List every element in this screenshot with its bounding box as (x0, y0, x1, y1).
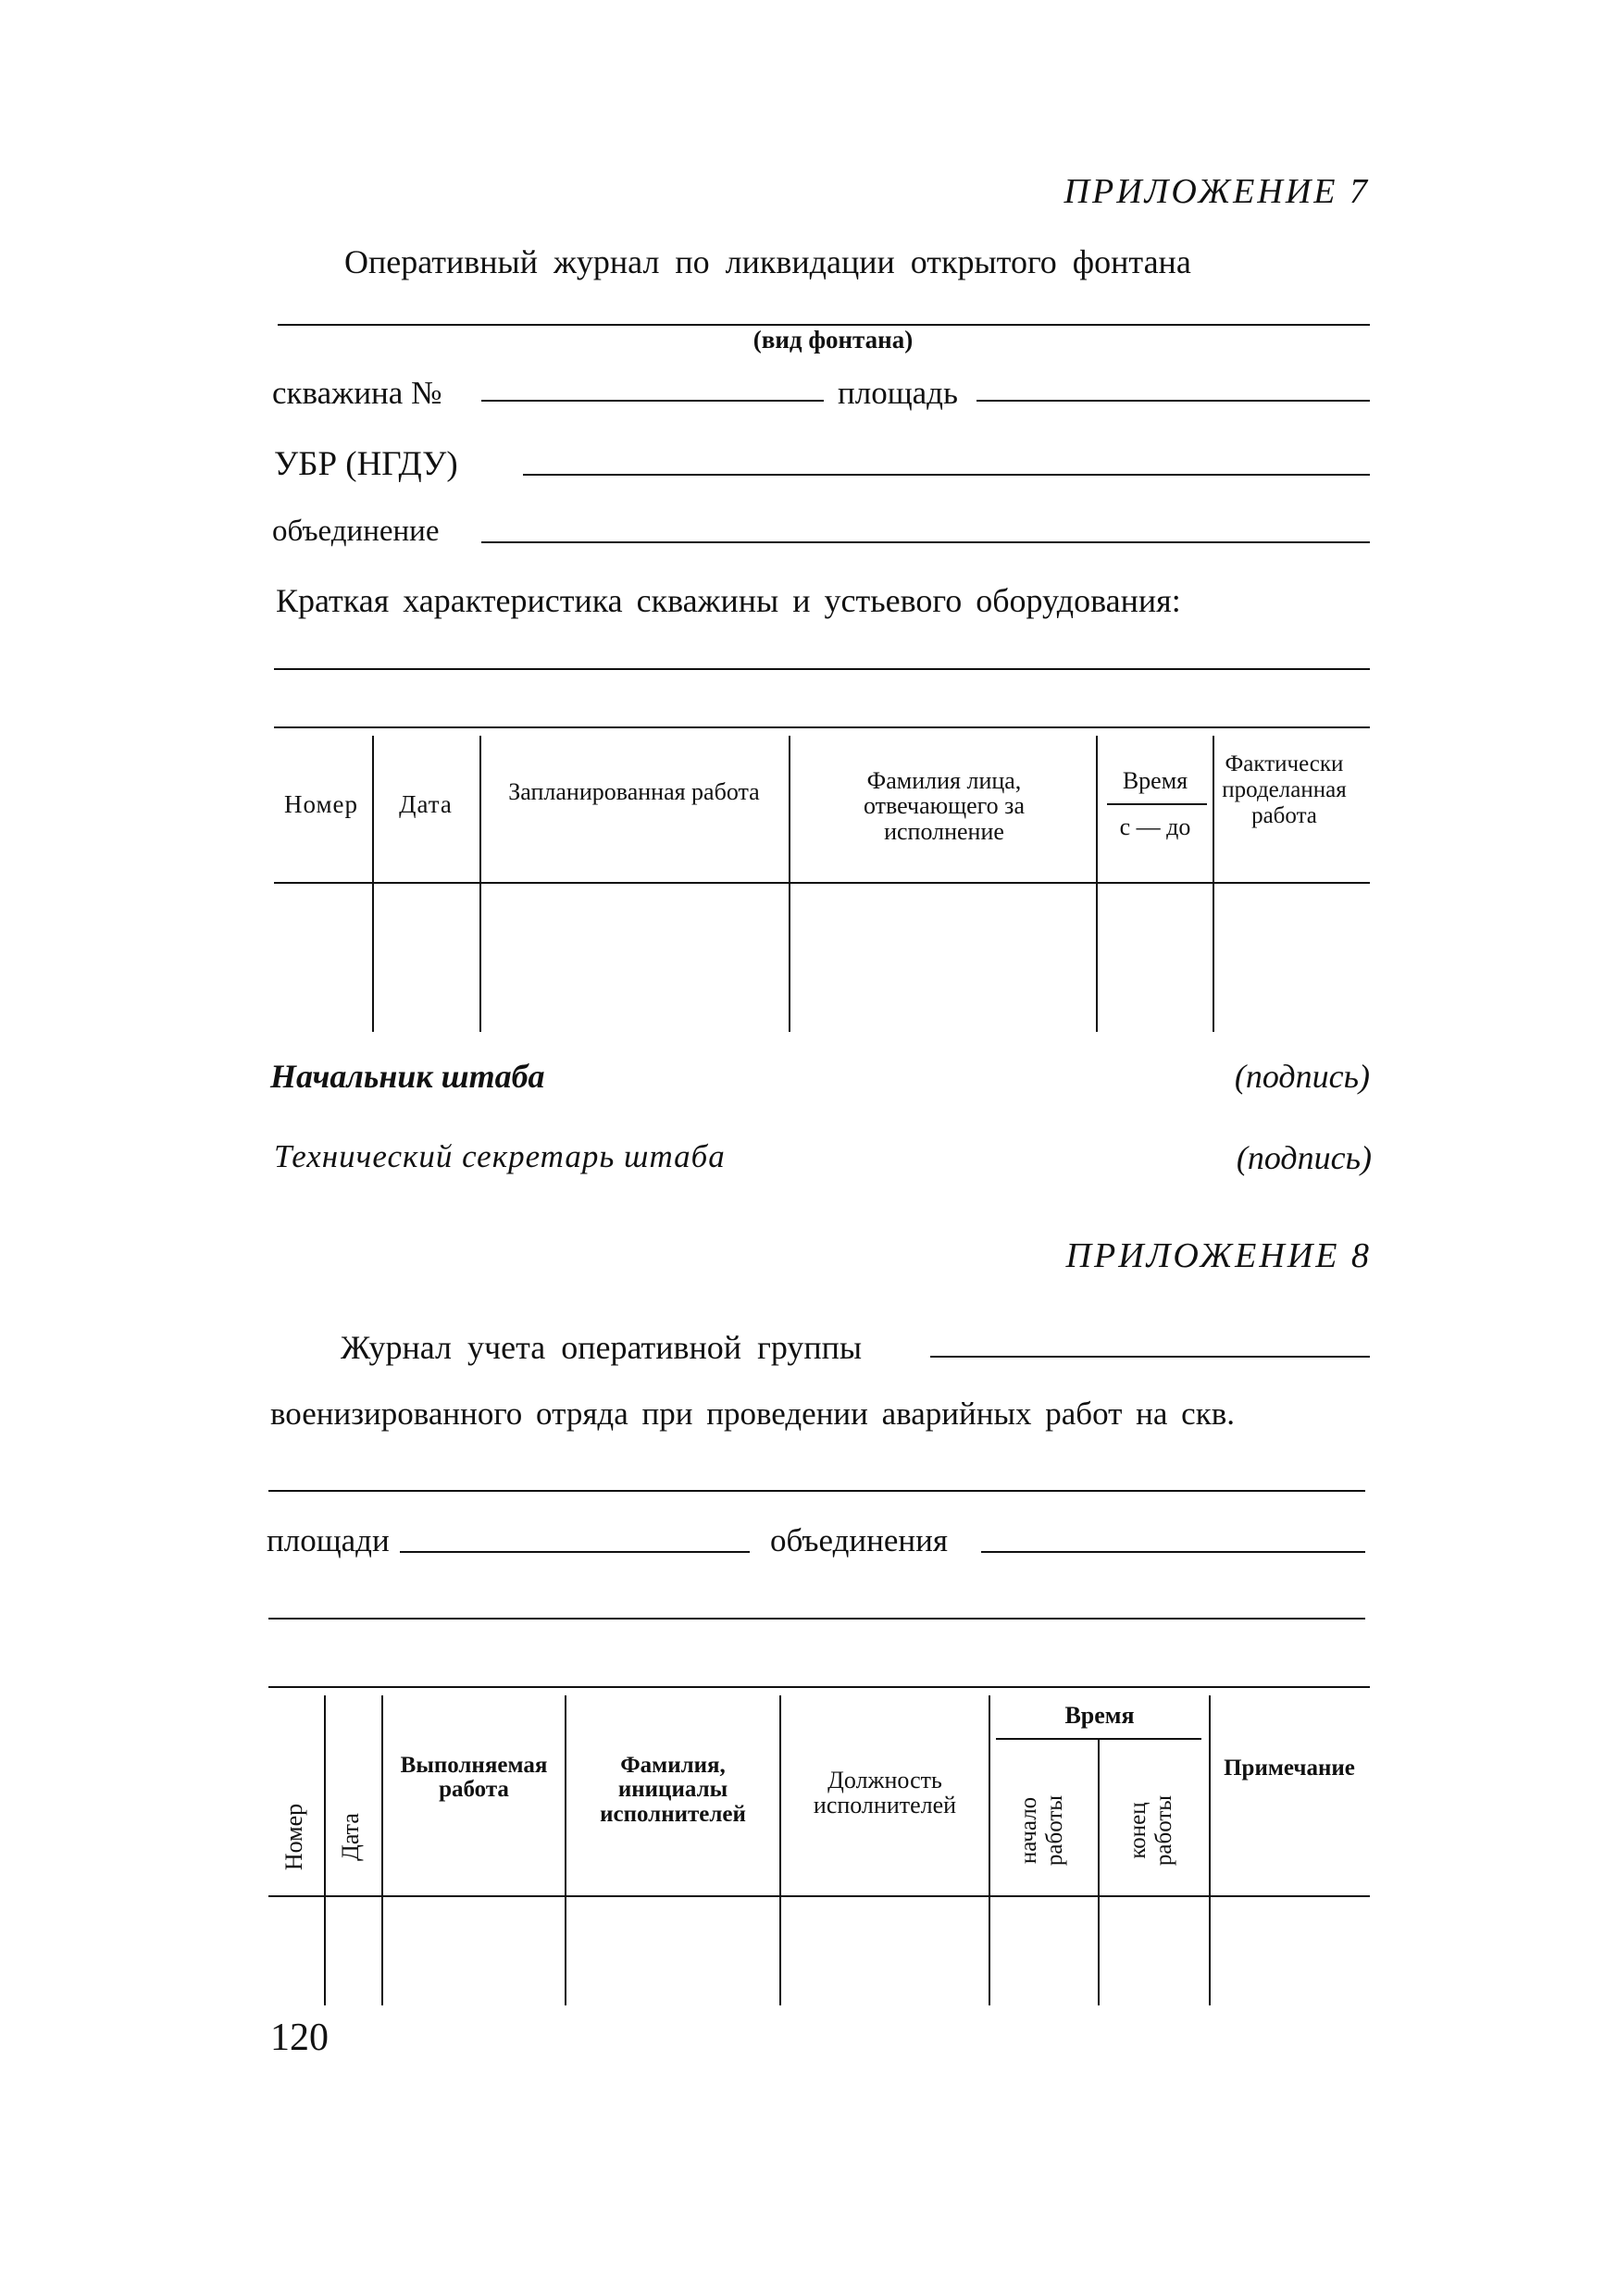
table2-col-position: Должность исполнителей (813, 1767, 957, 1819)
ubr-label: УБР (НГДУ) (274, 445, 458, 483)
table1-divider-5 (1213, 736, 1214, 1032)
appendix-8-heading: ПРИЛОЖЕНИЕ 8 (1065, 1236, 1372, 1275)
brief-line-1 (274, 668, 1370, 670)
table2-divider-7 (1209, 1695, 1211, 2005)
table2-col-time: Время (1064, 1702, 1135, 1729)
table2-header-bottom (268, 1895, 1370, 1897)
fountain-type-caption: (вид фонтана) (753, 326, 914, 354)
chief-signature-placeholder: (подпись) (1234, 1058, 1370, 1095)
table1-col-responsible: Фамилия лица, отвечающего за исполнение (864, 767, 1025, 845)
table1-header-bottom (274, 882, 1370, 884)
secretary-signature-placeholder: (подпись) (1236, 1139, 1372, 1176)
appendix-7-heading: ПРИЛОЖЕНИЕ 7 (1063, 172, 1370, 211)
table1-divider-2 (479, 736, 481, 1032)
table2-divider-3 (565, 1695, 566, 2005)
associations-label: объединения (770, 1522, 948, 1558)
table1-col-number: Номер (283, 790, 359, 818)
well-info-line (268, 1490, 1365, 1492)
well-number-line (481, 400, 824, 402)
brief-line-2 (274, 726, 1370, 728)
table2-col-date: Дата (337, 1813, 364, 1861)
table2-col-number: Номер (280, 1803, 307, 1871)
table1-col-date: Дата (399, 790, 453, 818)
table1-col-time-sub: с — до (1119, 813, 1191, 840)
page-number: 120 (270, 2017, 329, 2059)
table2-col-end: конец работы (1126, 1794, 1176, 1867)
well-label: скважина № (272, 375, 442, 411)
ubr-line (523, 474, 1370, 476)
table2-divider-6 (1098, 1740, 1100, 2005)
table2-col-start: начало работы (1016, 1794, 1067, 1867)
association-label: объединение (272, 515, 440, 548)
table2-time-divider (996, 1738, 1201, 1740)
blank-line-1 (268, 1618, 1365, 1620)
associations-line (981, 1551, 1365, 1553)
brief-description-label: Краткая характеристика скважины и устьевого оборудования: (276, 582, 1181, 619)
areas-label: площади (267, 1522, 390, 1558)
table2-col-note: Примечание (1224, 1756, 1355, 1781)
chief-of-staff-label: Начальник штаба (270, 1058, 545, 1095)
table1-divider-1 (372, 736, 374, 1032)
appendix-7-title: Оперативный журнал по ликвидации открытого фонтана (344, 243, 1191, 280)
table2-divider-2 (381, 1695, 383, 2005)
table1-col-actual: Фактически проделанная работа (1222, 751, 1347, 828)
table1-col-planned: Запланированная работа (508, 778, 760, 805)
area-line (976, 400, 1370, 402)
table2-divider-5 (989, 1695, 990, 2005)
table2-divider-1 (324, 1695, 326, 2005)
table1-divider-3 (789, 736, 790, 1032)
areas-line (400, 1551, 750, 1553)
table2-col-work: Выполняемая работа (400, 1753, 548, 1803)
table1-time-divider (1107, 803, 1207, 805)
table2-col-names: Фамилия, инициалы исполнителей (600, 1753, 746, 1827)
appendix-8-title-line1: Журнал учета оперативной группы (341, 1329, 863, 1366)
technical-secretary-label: Технический секретарь штаба (274, 1138, 726, 1174)
table1-col-time: Время (1122, 767, 1188, 794)
table1-divider-4 (1096, 736, 1098, 1032)
table2-top (268, 1686, 1370, 1688)
table2-divider-4 (779, 1695, 781, 2005)
association-line (481, 541, 1370, 543)
appendix-8-title-line2: военизированного отряда при проведении аварийных работ на скв. (270, 1396, 1235, 1432)
area-label: площадь (838, 375, 958, 411)
group-name-line (930, 1356, 1370, 1358)
